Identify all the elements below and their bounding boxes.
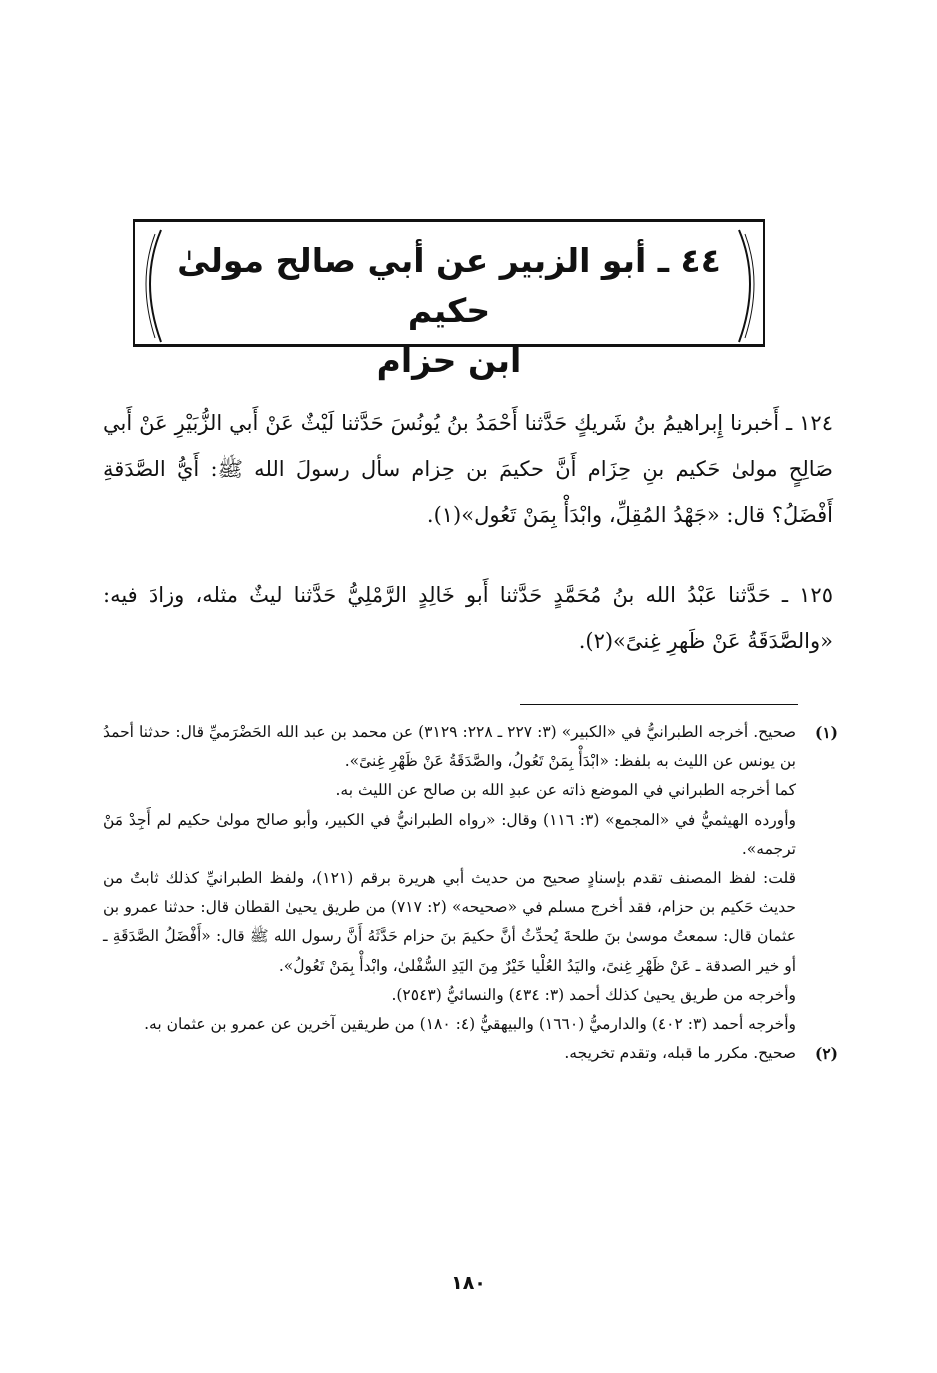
footnotes: [103, 718, 838, 1068]
footnote-1: [103, 718, 838, 1039]
page-number: ١٨٠: [451, 1272, 486, 1294]
footnote-line: قلت: لفظ المصنف تقدم بإسنادٍ صحيح من حديث أبي هريرة برقم (١٢١)، ولفظ الطبرانيِّ كذلك ثابتٌ من حديث حَكيم بن حزام، فقد أخرج مسلم في «صحيحه» (٢: ٧١٧) من طريق يحيىٰ القطان قال: حدثنا عمرو بن عثمان قال: سمعتُ موسىٰ بنَ طلحةَ يُحدِّثُ أنَّ حكيمَ بنَ حزام حَدَّثَهُ أَنَّ رسول الله ﷺ قال: «أَفْضَلُ الصَّدَقَةِ ـ أو خير الصدقة ـ عَنْ ظَهْرِ غِنىً، واليَدُ العُلْيا خَيْرٌ مِنَ اليَدِ السُّفْلىٰ، وابْدأْ بِمَنْ تَعُولُ».: [103, 869, 796, 975]
hadith-124: ١٢٤ ـ أَخبرنا إِبراهيمُ بنُ شَريكٍ حَدَّثنا أَحْمَدُ بنُ يُونُسَ حَدَّثنا لَيْثٌ عَنْ أَبي الزُّبَيْرِ عَنْ أَبي صَالِحٍ مولىٰ حَكيم بنِ حِزَام أَنَّ حكيمَ بن حِزام سأل رسولَ الله ﷺ: أَيُّ الصَّدَقةِ أَفْضَلُ؟ قال: «جَهْدُ المُقِلِّ، وابْدَأْ بِمَنْ تَعُول»(١).: [103, 411, 833, 527]
footnote-line: صحيح. أخرجه الطبرانيُّ في «الكبير» (٣: ٢٢٧ ـ ٢٢٨: ٣١٢٩) عن محمد بن عبد الله الحَضْرَميِّ قال: حدثنا أحمدُ بن يونس عن الليث به بلفظ: «ابْدَأْ بِمَنْ تَعُولُ، والصَّدَقَةُ عَنْ ظَهْرِ غِنىً».: [103, 723, 796, 771]
hadith-125: ١٢٥ ـ حَدَّثنا عَبْدُ الله بنُ مُحَمَّدٍ حَدَّثنا أَبو خَالِدٍ الرَّمْلِيُّ حَدَّثنا ليثٌ مثله، وزادَ فيه: «والصَّدَقَةُ عَنْ ظَهرِ غِنىً»(٢).: [103, 583, 833, 653]
chapter-title: [135, 236, 763, 386]
footnote-line: صحيح. مكرر ما قبله، وتقدم تخريجه.: [564, 1044, 796, 1063]
footnote-number: (٢): [814, 1044, 838, 1064]
footnote-line: وأخرجه من طريق يحيىٰ كذلك أحمد (٣: ٤٣٤) والنسائيُّ (٢٥٤٣).: [391, 985, 796, 1004]
footnote-number: (١): [814, 723, 838, 742]
chapter-title-line-1: ٤٤ ـ أبو الزبير عن أبي صالح مولىٰ حكيم: [177, 241, 721, 330]
footnote-line: وأخرجه أحمد (٣: ٤٠٢) والدارميُّ (١٦٦٠) والبيهقيُّ (٤: ١٨٠) من طريقين آخرين عن عمرو بن عثمان به.: [144, 1015, 796, 1034]
footnote-body: [103, 1039, 796, 1068]
footnote-body: [103, 718, 796, 1039]
footnote-line: وأورده الهيثميُّ في «المجمع» (٣: ١١٦) وقال: «رواه الطبرانيُّ في الكبير، وأبو صالح مولىٰ حكيم لم أَجِدْ مَنْ ترجمه».: [103, 810, 796, 858]
footnote-line: كما أخرجه الطبراني في الموضع ذاته عن عبدِ الله بن صالح عن الليث به.: [335, 781, 796, 800]
chapter-title-line-2: ابن حزام: [376, 341, 522, 380]
footnote-2: [103, 1039, 838, 1068]
footnote-separator: [520, 704, 798, 705]
chapter-title-frame: [133, 219, 765, 380]
